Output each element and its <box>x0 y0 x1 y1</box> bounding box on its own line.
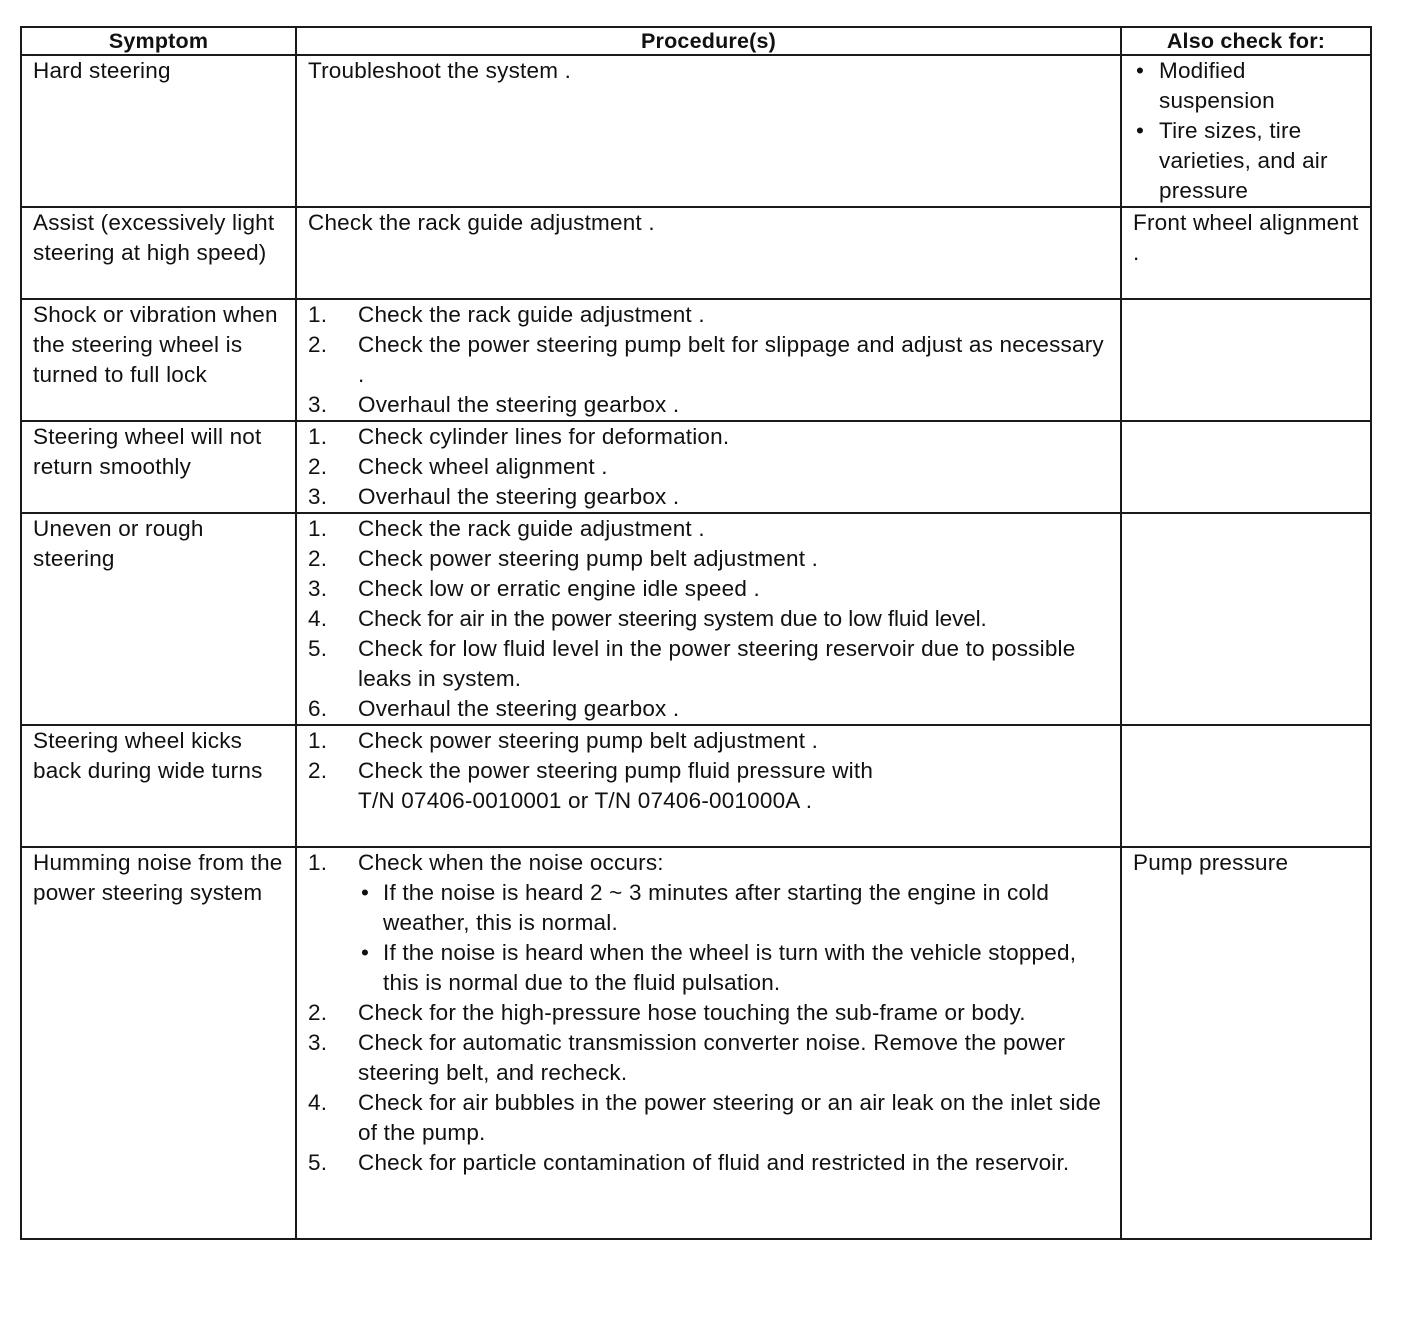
also-check-cell: Front wheel alignment . <box>1121 207 1371 299</box>
procedure-step <box>308 514 1114 544</box>
step-number: 5. <box>308 1150 328 1175</box>
procedure-cell <box>296 299 1121 421</box>
step-text: Check for air in the power steering system due to low fluid level. <box>358 606 987 631</box>
procedure-cell <box>296 207 1121 299</box>
symptom-cell: Assist (excessively light steering at high speed) <box>21 207 296 299</box>
step-number: 6. <box>308 696 328 721</box>
step-text: Overhaul the steering gearbox . <box>358 392 680 417</box>
procedure-text: Troubleshoot the system . <box>308 58 572 83</box>
table-row <box>21 513 1371 725</box>
table-row <box>21 299 1371 421</box>
step-text: Check the rack guide adjustment . <box>358 302 705 327</box>
step-text: Check for automatic transmission converter noise. Remove the power steering belt, and recheck. <box>358 1030 1066 1085</box>
step-number: 1. <box>308 850 328 875</box>
procedure-step <box>308 848 1114 998</box>
symptom-cell: Steering wheel kicks back during wide turns <box>21 725 296 847</box>
header-symptom: Symptom <box>21 27 296 55</box>
also-check-cell <box>1121 421 1371 513</box>
step-number: 3. <box>308 484 328 509</box>
header-procedures: Procedure(s) <box>296 27 1121 55</box>
step-number: 2. <box>308 546 328 571</box>
procedure-step <box>308 300 1114 330</box>
also-check-cell <box>1121 55 1371 207</box>
list-item <box>358 938 1114 998</box>
symptom-cell: Shock or vibration when the steering wheel is turned to full lock <box>21 299 296 421</box>
step-text: Check for particle contamination of fluid and restricted in the reservoir. <box>358 1150 1070 1175</box>
list-item <box>1133 116 1364 206</box>
procedure-step <box>308 330 1114 390</box>
table-row <box>21 725 1371 847</box>
table-row <box>21 847 1371 1239</box>
procedure-steps <box>308 422 1114 512</box>
step-text: Check low or erratic engine idle speed . <box>358 576 760 601</box>
step-number: 1. <box>308 516 328 541</box>
symptom-cell: Humming noise from the power steering system <box>21 847 296 1239</box>
step-number: 3. <box>308 392 328 417</box>
procedure-step <box>308 634 1114 694</box>
step-number: 2. <box>308 758 328 783</box>
list-item-text: If the noise is heard 2 ~ 3 minutes after starting the engine in cold weather, this is normal. <box>383 880 1050 935</box>
procedure-cell <box>296 55 1121 207</box>
procedure-step <box>308 694 1114 724</box>
troubleshooting-table <box>20 26 1372 1240</box>
procedure-steps <box>308 300 1114 420</box>
step-text: Check power steering pump belt adjustment . <box>358 546 819 571</box>
also-check-cell <box>1121 513 1371 725</box>
procedure-step <box>308 422 1114 452</box>
list-item-text: Modified suspension <box>1159 58 1275 113</box>
step-text: Check power steering pump belt adjustment . <box>358 728 819 753</box>
procedure-step <box>308 726 1114 756</box>
procedure-step <box>308 452 1114 482</box>
table-header-row <box>21 27 1371 55</box>
symptom-cell: Steering wheel will not return smoothly <box>21 421 296 513</box>
procedure-step <box>308 574 1114 604</box>
procedure-step <box>308 390 1114 420</box>
procedure-cell <box>296 421 1121 513</box>
step-number: 2. <box>308 332 328 357</box>
symptom-cell: Hard steering <box>21 55 296 207</box>
procedure-step <box>308 482 1114 512</box>
step-text: Check for the high-pressure hose touching the sub-frame or body. <box>358 1000 1026 1025</box>
step-text: Check the rack guide adjustment . <box>358 516 705 541</box>
step-text: Check when the noise occurs: <box>358 850 664 875</box>
table-row <box>21 421 1371 513</box>
bullet-icon: • <box>361 940 370 965</box>
list-item <box>1133 56 1364 116</box>
step-text: Check cylinder lines for deformation. <box>358 424 730 449</box>
step-text-part-number: T/N 07406-0010001 or T/N 07406-001000A . <box>358 788 813 813</box>
step-number: 3. <box>308 1030 328 1055</box>
procedure-step <box>308 1088 1114 1148</box>
step-text: Check for air bubbles in the power steering or an air leak on the inlet side of the pump. <box>358 1090 1102 1145</box>
step-text: Overhaul the steering gearbox . <box>358 696 680 721</box>
procedure-step <box>308 604 1114 634</box>
also-check-list <box>1133 56 1364 206</box>
bullet-icon: • <box>1136 58 1145 83</box>
procedure-steps <box>308 726 1114 816</box>
table-row <box>21 55 1371 207</box>
also-check-cell <box>1121 299 1371 421</box>
bullet-icon: • <box>1136 118 1145 143</box>
step-number: 1. <box>308 424 328 449</box>
list-item-text: If the noise is heard when the wheel is turn with the vehicle stopped, this is normal due to the fluid pulsation. <box>383 940 1077 995</box>
step-text: Check wheel alignment . <box>358 454 608 479</box>
table-row <box>21 207 1371 299</box>
step-text: Check for low fluid level in the power steering reservoir due to possible leaks in system. <box>358 636 1076 691</box>
step-number: 4. <box>308 606 328 631</box>
also-check-cell: Pump pressure <box>1121 847 1371 1239</box>
symptom-cell: Uneven or rough steering <box>21 513 296 725</box>
step-text: Check the power steering pump fluid pressure with <box>358 758 874 783</box>
header-also-check: Also check for: <box>1121 27 1371 55</box>
procedure-cell <box>296 513 1121 725</box>
step-number: 2. <box>308 454 328 479</box>
step-number: 1. <box>308 302 328 327</box>
procedure-steps <box>308 848 1114 1178</box>
procedure-cell <box>296 847 1121 1239</box>
bullet-icon: • <box>361 880 370 905</box>
step-number: 4. <box>308 1090 328 1115</box>
procedure-step <box>308 1028 1114 1088</box>
procedure-steps <box>308 514 1114 724</box>
step-number: 2. <box>308 1000 328 1025</box>
sub-bullet-list <box>358 878 1114 998</box>
also-check-cell <box>1121 725 1371 847</box>
step-number: 5. <box>308 636 328 661</box>
procedure-step <box>308 1148 1114 1178</box>
procedure-step <box>308 756 1114 816</box>
procedure-step <box>308 544 1114 574</box>
step-number: 1. <box>308 728 328 753</box>
step-text: Overhaul the steering gearbox . <box>358 484 680 509</box>
step-text: Check the power steering pump belt for slippage and adjust as necessary . <box>358 332 1104 387</box>
list-item <box>358 878 1114 938</box>
procedure-cell <box>296 725 1121 847</box>
procedure-text: Check the rack guide adjustment . <box>308 210 655 235</box>
step-number: 3. <box>308 576 328 601</box>
list-item-text: Tire sizes, tire varieties, and air pressure <box>1159 118 1328 203</box>
procedure-step <box>308 998 1114 1028</box>
